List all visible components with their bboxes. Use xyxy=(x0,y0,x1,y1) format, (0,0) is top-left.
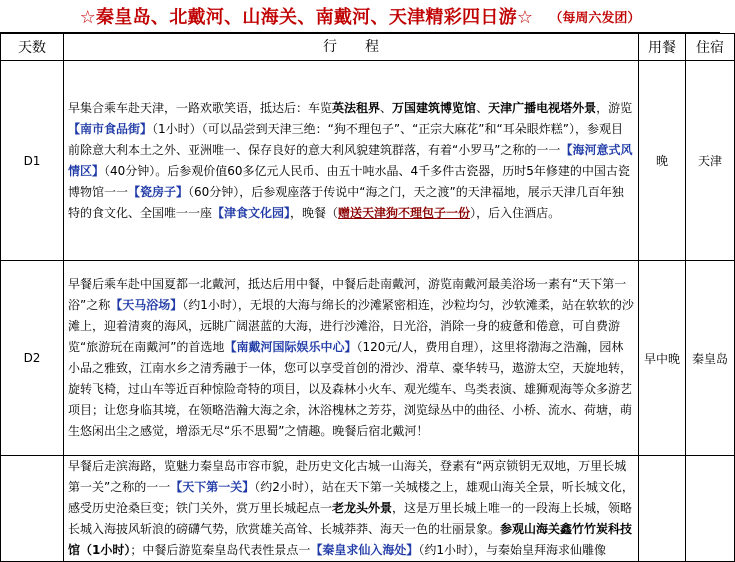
lodging-cell xyxy=(686,456,735,562)
itinerary-cell xyxy=(64,261,639,456)
day-cell xyxy=(1,456,64,562)
itinerary-text: ），后入住酒店。 xyxy=(470,205,561,220)
bold-text: 英法租界 xyxy=(332,100,381,115)
title-bar xyxy=(0,0,720,33)
meals-cell xyxy=(639,456,686,562)
table-row xyxy=(1,61,735,261)
attraction-highlight: 【瓷房子】 xyxy=(128,184,189,199)
day-cell: D2 xyxy=(1,261,64,456)
attraction-highlight: 【津食文化园】 xyxy=(212,205,291,220)
table-row xyxy=(1,261,735,456)
attraction-highlight: 【天下第一关】 xyxy=(170,480,255,494)
col-header-itinerary: 行 程 xyxy=(64,34,639,61)
itinerary-cell xyxy=(64,456,639,562)
attraction-highlight: 【南戴河国际娱乐中心】 xyxy=(224,340,357,354)
attraction-highlight: 【天马浴场】 xyxy=(110,298,183,312)
attraction-highlight: 【南市食品街】 xyxy=(68,121,153,136)
attraction-highlight: 【秦皇求仙入海处】 xyxy=(310,543,419,557)
col-header-day: 天数 xyxy=(1,34,64,61)
table-row xyxy=(1,456,735,562)
itinerary-table xyxy=(0,33,735,562)
meals-cell: 晚 xyxy=(639,61,686,261)
itinerary-text: （1小时）（可以品尝到天津三绝：“狗不理包子”、“正宗大麻花”和“耳朵眼炸糕”），参观目前除意大利本土之外、亚洲唯一、保存良好的意大利风貌建筑群落，有着“小罗马”之称的一一 xyxy=(68,121,623,157)
lodging-cell: 天津 xyxy=(686,61,735,261)
bold-text: 参观山海关鑫竹竹炭科技馆（1小时） xyxy=(68,522,633,557)
bold-text: 老龙头外景 xyxy=(332,501,393,515)
lodging-cell: 秦皇岛 xyxy=(686,261,735,456)
itinerary-text: （120元/人，费用自理），这里将渤海之浩瀚，园林小品之雅致，江南水乡之清秀融于一体，您可以享受首创的滑沙、滑草、豪华转马，遨游太空，天旋地转，旋转飞椅，过山车等近百种惊险奇特的项目，以及森林小火车、观光缆车、鸟类表演、雄狮观海等众多游艺项目；让您身临其境，在领略浩瀚大海之余，沐浴槐林之芳芬，浏览绿丛中的曲径、小桥、流水、荷塘，萌生悠闲出尘之感觉，增添无尽“乐不思蜀”之情趣。晚餐后宿北戴河！ xyxy=(68,340,633,438)
attraction-highlight: 【海河意式风情区】 xyxy=(68,142,633,178)
col-header-lodging: 住宿 xyxy=(686,34,735,61)
page-title: ☆秦皇岛、北戴河、山海关、南戴河、天津精彩四日游☆ xyxy=(79,7,534,28)
itinerary-text: ，游览 xyxy=(596,100,633,115)
day-cell: D1 xyxy=(1,61,64,261)
gift-highlight: 赠送天津狗不理包子一份 xyxy=(338,205,471,220)
meals-cell: 早中晚 xyxy=(639,261,686,456)
itinerary-text: 早餐后走滨海路，览魅力秦皇岛市容市貌，赴历史文化古城一山海关，登素有“两京锁钥无双地，万里长城第一关”之称的一一 xyxy=(68,459,627,494)
page-subtitle: （每周六发团） xyxy=(549,10,641,26)
itinerary-text: ；中餐后游览秦皇岛代表性景点一 xyxy=(130,543,311,557)
col-header-meals: 用餐 xyxy=(639,34,686,61)
itinerary-text: （40分钟）。后参观价值60多亿元人民币、由五十吨水晶、4千多件古瓷器，历时5年修建的中国古瓷博物馆一一 xyxy=(68,163,630,199)
itinerary-text: ，晚餐（ xyxy=(290,205,339,220)
itinerary-text: 、 xyxy=(476,100,489,115)
table-header-row xyxy=(1,34,735,61)
itinerary-text: 早集合乘车赴天津，一路欢歌笑语，抵达后：车览 xyxy=(68,100,333,115)
itinerary-text: 早餐后乘车赴中国夏都一北戴河，抵达后用中餐，中餐后赴南戴河，游览南戴河最美浴场一素有“天下第一浴”之称 xyxy=(68,277,627,312)
itinerary-text: ，这是万里长城上唯一的一段海上长城，领略长城入海披风斩浪的磅礴气势，欣赏雄关高耸、长城莽莽、海天一色的壮丽景象。 xyxy=(68,501,633,536)
itinerary-cell xyxy=(64,61,639,261)
itinerary-text: 、 xyxy=(380,100,393,115)
bold-text: 天津广播电视塔外景 xyxy=(488,100,597,115)
itinerary-text: （约2小时），站在天下第一关城楼之上，雄观山海关全景，听长城文化，感受历史沧桑巨变；铁门关外，赏万里长城起点一 xyxy=(68,480,634,515)
itinerary-text: （约1小时），与秦始皇拜海求仙雕像 xyxy=(418,543,607,557)
itinerary-text: （约1小时），无垠的大海与绵长的沙滩紧密相连，沙粒均匀，沙软滩柔，站在软软的沙滩上，迎着清爽的海风，远眺广阔湛蓝的大海，进行沙滩浴，日光浴，消除一身的疲惫和倦意，可自费游览“旅游玩在南戴河”的首选地 xyxy=(68,298,634,354)
bold-text: 万国建筑博览馆 xyxy=(392,100,477,115)
itinerary-text: （60分钟），后参观座落于传说中“海之门，天之渡”的天津福地，展示天津几百年独特的食文化、全国唯一一座 xyxy=(68,184,624,220)
